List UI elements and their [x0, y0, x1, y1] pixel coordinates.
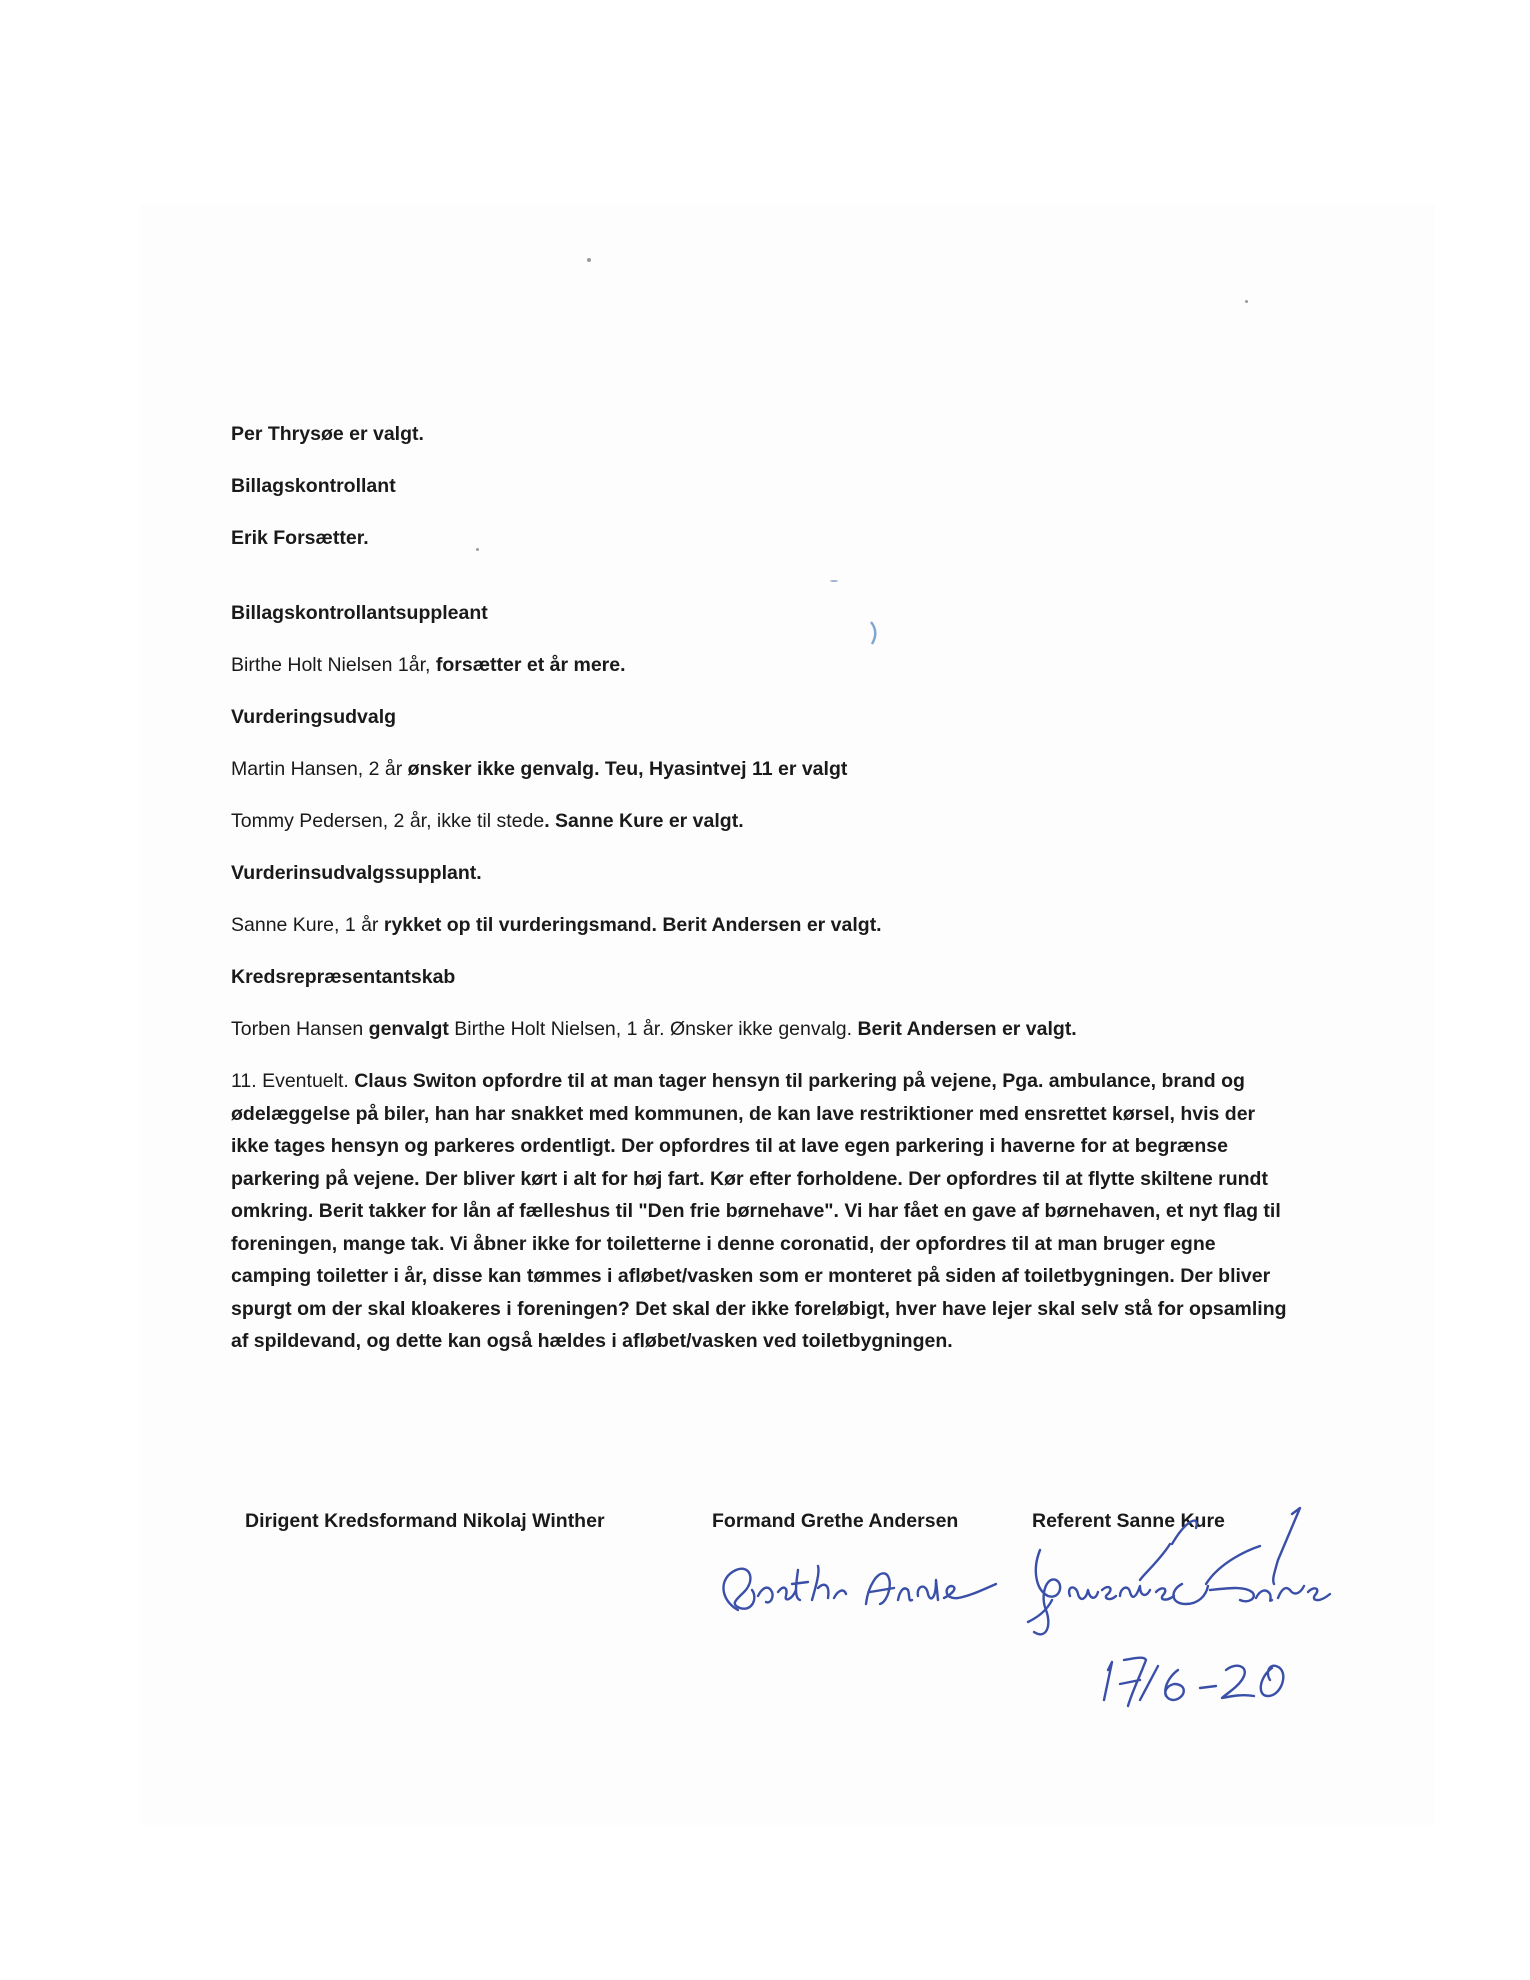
text-line	[231, 753, 1321, 785]
text-run: ønsker ikke genvalg. Teu, Hyasintvej 11 er valgt	[407, 758, 848, 780]
text-run: Birthe Holt Nielsen, 1 år. Ønsker ikke genvalg.	[448, 1018, 858, 1040]
text-run: Tommy Pedersen, 2 år, ikke til stede	[231, 810, 545, 832]
text-run: Berit Andersen er valgt.	[857, 1018, 1077, 1040]
text-line	[231, 1013, 1321, 1045]
text-line	[231, 649, 1321, 681]
text-run: rykket op til vurderingsmand. Berit Andersen er valgt.	[383, 914, 882, 936]
eventuelt-paragraph	[231, 1065, 1291, 1358]
referent-label: Referent Sanne Kure	[1032, 1510, 1225, 1532]
text-run: Sanne Kure, 1 år	[231, 914, 384, 936]
text-line: Per Thrysøe er valgt.	[231, 423, 424, 445]
formand-label: Formand Grethe Andersen	[712, 1510, 959, 1532]
text-run: Martin Hansen, 2 år	[231, 758, 408, 780]
section-heading: Kredsrepræsentantskab	[231, 966, 456, 988]
text-line	[231, 909, 1321, 941]
section-heading: Vurderinsudvalgssupplant.	[231, 862, 482, 884]
scan-speck	[587, 258, 591, 262]
handwritten-signatures	[700, 1500, 1340, 1740]
signature-date	[1104, 1658, 1283, 1706]
text-run: Birthe Holt Nielsen 1år,	[231, 654, 436, 676]
text-line	[231, 805, 1321, 837]
text-line: Erik Forsætter.	[231, 527, 369, 549]
eventuelt-body: Claus Switon opfordre til at man tager hensyn til parkering på vejene, Pga. ambulance, brand og ødelæggelse på biler, han har snakket med kommunen, de kan lave restriktioner med ensrettet kørsel, hvis der ikke tages hensyn og parkeres ordentligt. Der opfordres til at lave egen parkering i haverne for at begrænse parkering på vejene. Der bliver kørt i alt for høj fart. Kør efter forholdene. Der opfordres til at flytte skiltene rundt omkring. Berit takker for lån af fælleshus til "Den frie børnehave". Vi har fået en gave af børnehaven, et nyt flag til foreningen, mange tak. Vi åbner ikke for toiletterne i denne coronatid, der opfordres til at man bruger egne camping toiletter i år, disse kan tømmes i afløbet/vasken som er monteret på siden af toiletbygningen. Der bliver spurgt om der skal kloakeres i foreningen? Det skal der ikke foreløbigt, hver have lejer skal selv stå for opsamling af spildevand, og dette kan også hældes i afløbet/vasken ved toiletbygningen.	[231, 1070, 1287, 1352]
signature-grethe	[723, 1566, 996, 1610]
text-run: Torben Hansen	[231, 1018, 369, 1040]
text-run: genvalgt	[368, 1018, 449, 1040]
signature-susanne-kure	[1028, 1508, 1330, 1634]
eventuelt-prefix: 11. Eventuelt.	[231, 1070, 355, 1092]
dirigent-label: Dirigent Kredsformand Nikolaj Winther	[245, 1510, 605, 1532]
section-heading: Vurderingsudvalg	[231, 706, 397, 728]
text-run: . Sanne Kure er valgt.	[544, 810, 744, 832]
scan-speck	[1245, 300, 1248, 303]
section-heading: Billagskontrollantsuppleant	[231, 602, 488, 624]
text-run: forsætter et år mere.	[435, 654, 626, 676]
minutes-body	[231, 418, 1321, 1358]
section-heading: Billagskontrollant	[231, 475, 396, 497]
